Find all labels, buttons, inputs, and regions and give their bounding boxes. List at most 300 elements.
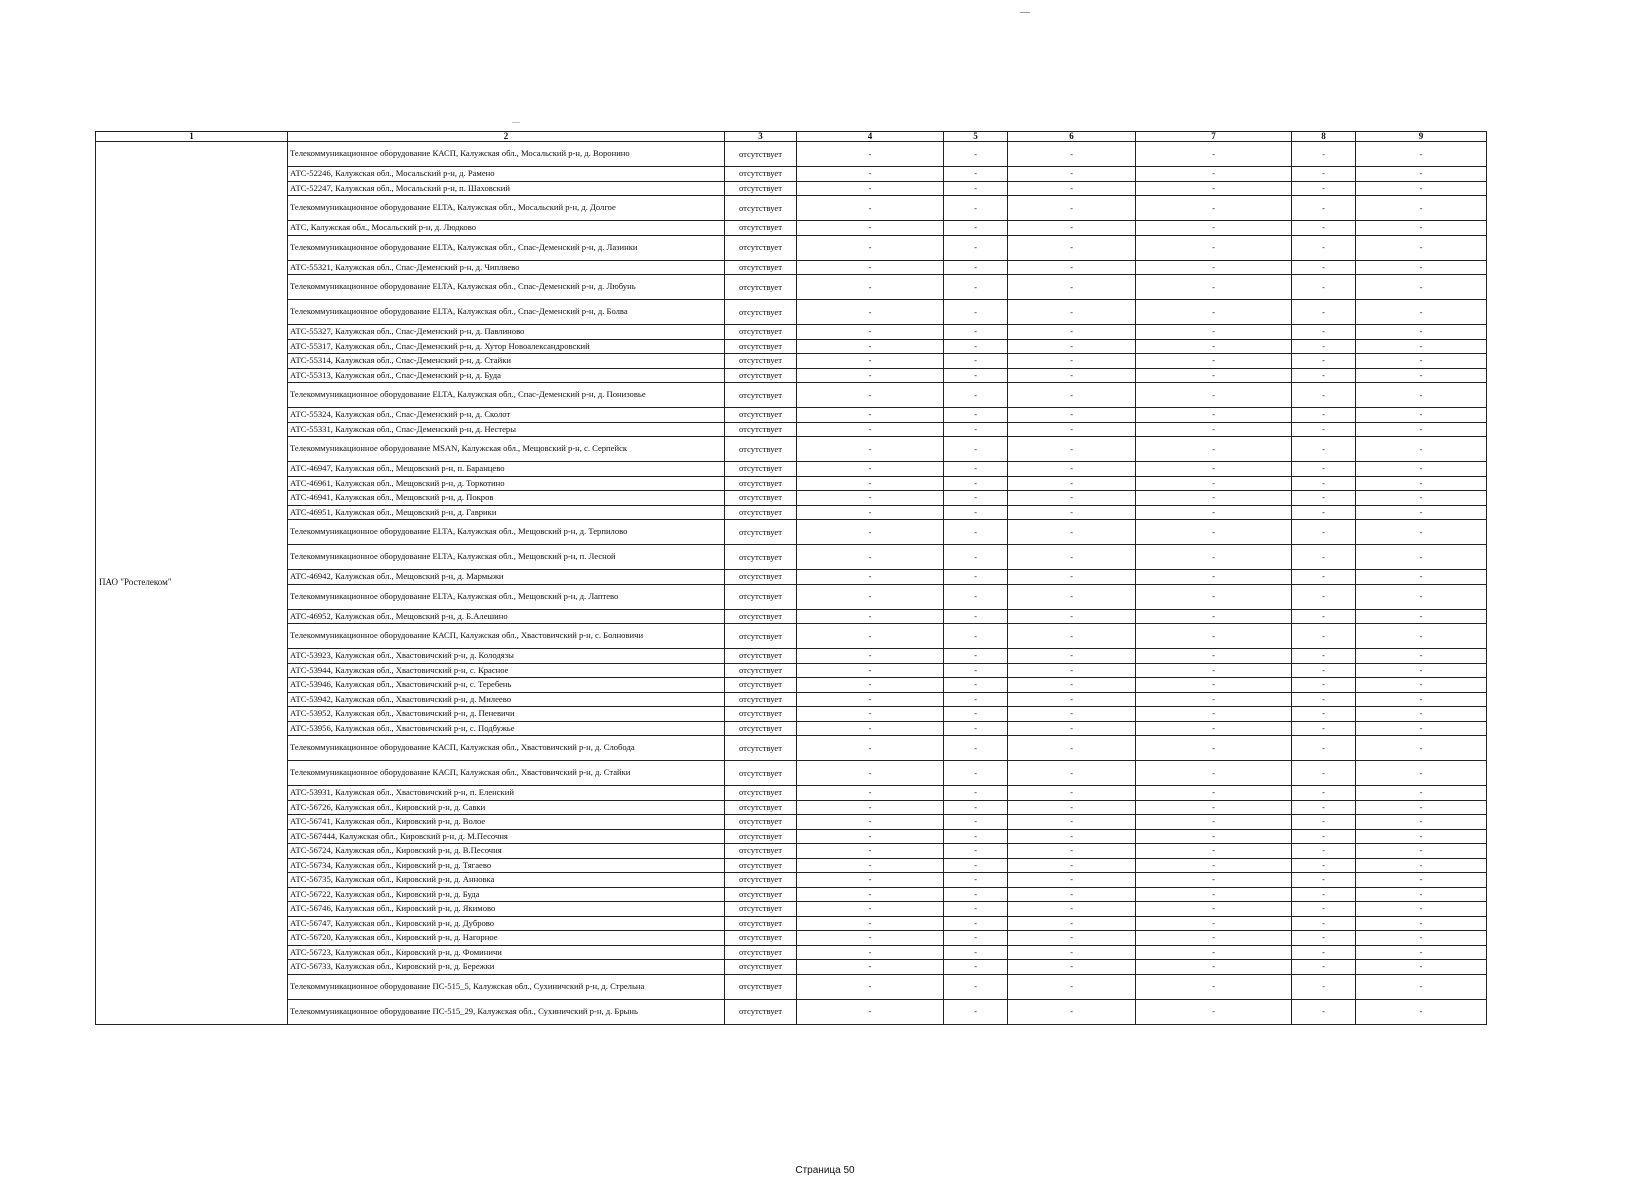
empty-value-cell: - bbox=[944, 167, 1008, 182]
table-row bbox=[96, 422, 1487, 437]
empty-value-cell: - bbox=[1356, 931, 1487, 946]
empty-value-cell: - bbox=[1008, 221, 1136, 236]
table-row bbox=[96, 570, 1487, 585]
table-row bbox=[96, 408, 1487, 423]
empty-value-cell: - bbox=[1136, 736, 1292, 761]
empty-value-cell: - bbox=[1136, 368, 1292, 383]
empty-value-cell: - bbox=[1136, 873, 1292, 888]
table-row bbox=[96, 196, 1487, 221]
empty-value-cell: - bbox=[1356, 584, 1487, 609]
status-cell: отсутствует bbox=[725, 339, 797, 354]
empty-value-cell: - bbox=[797, 858, 944, 873]
empty-value-cell: - bbox=[797, 584, 944, 609]
equipment-description: Телекоммуникационное оборудование ELTA, Калужская обл., Спас-Деменский р-н, д. Понизовье bbox=[288, 383, 725, 408]
table-row bbox=[96, 545, 1487, 570]
empty-value-cell: - bbox=[1008, 339, 1136, 354]
empty-value-cell: - bbox=[1136, 354, 1292, 369]
empty-value-cell: - bbox=[1356, 491, 1487, 506]
table-row bbox=[96, 354, 1487, 369]
empty-value-cell: - bbox=[1356, 873, 1487, 888]
empty-value-cell: - bbox=[1008, 275, 1136, 300]
empty-value-cell: - bbox=[1008, 476, 1136, 491]
empty-value-cell: - bbox=[1356, 974, 1487, 999]
empty-value-cell: - bbox=[1356, 663, 1487, 678]
empty-value-cell: - bbox=[1292, 437, 1356, 462]
empty-value-cell: - bbox=[1356, 260, 1487, 275]
empty-value-cell: - bbox=[1356, 649, 1487, 664]
empty-value-cell: - bbox=[944, 999, 1008, 1024]
empty-value-cell: - bbox=[944, 408, 1008, 423]
empty-value-cell: - bbox=[1136, 678, 1292, 693]
empty-value-cell: - bbox=[1292, 275, 1356, 300]
empty-value-cell: - bbox=[797, 354, 944, 369]
empty-value-cell: - bbox=[1136, 476, 1292, 491]
empty-value-cell: - bbox=[944, 275, 1008, 300]
empty-value-cell: - bbox=[1292, 931, 1356, 946]
empty-value-cell: - bbox=[1356, 221, 1487, 236]
empty-value-cell: - bbox=[797, 520, 944, 545]
empty-value-cell: - bbox=[1008, 736, 1136, 761]
empty-value-cell: - bbox=[944, 721, 1008, 736]
table-row bbox=[96, 181, 1487, 196]
status-cell: отсутствует bbox=[725, 476, 797, 491]
equipment-description: АТС-56735, Калужская обл., Кировский р-н, д. Анновка bbox=[288, 873, 725, 888]
empty-value-cell: - bbox=[1356, 520, 1487, 545]
empty-value-cell: - bbox=[797, 609, 944, 624]
empty-value-cell: - bbox=[1008, 649, 1136, 664]
empty-value-cell: - bbox=[944, 422, 1008, 437]
empty-value-cell: - bbox=[1008, 916, 1136, 931]
empty-value-cell: - bbox=[1292, 902, 1356, 917]
empty-value-cell: - bbox=[1008, 887, 1136, 902]
empty-value-cell: - bbox=[797, 181, 944, 196]
column-header: 3 bbox=[725, 132, 797, 142]
empty-value-cell: - bbox=[797, 142, 944, 167]
empty-value-cell: - bbox=[1292, 354, 1356, 369]
table-row bbox=[96, 167, 1487, 182]
table-row bbox=[96, 974, 1487, 999]
empty-value-cell: - bbox=[1356, 800, 1487, 815]
equipment-description: АТС-56741, Калужская обл., Кировский р-н, д. Волое bbox=[288, 815, 725, 830]
empty-value-cell: - bbox=[1008, 663, 1136, 678]
status-cell: отсутствует bbox=[725, 815, 797, 830]
equipment-description: АТС-56726, Калужская обл., Кировский р-н, д. Савки bbox=[288, 800, 725, 815]
empty-value-cell: - bbox=[797, 339, 944, 354]
empty-value-cell: - bbox=[944, 142, 1008, 167]
empty-value-cell: - bbox=[1292, 609, 1356, 624]
empty-value-cell: - bbox=[1136, 339, 1292, 354]
equipment-description: АТС-55331, Калужская обл., Спас-Деменский р-н, д. Нестеры bbox=[288, 422, 725, 437]
empty-value-cell: - bbox=[1008, 584, 1136, 609]
table-row bbox=[96, 142, 1487, 167]
empty-value-cell: - bbox=[1356, 692, 1487, 707]
empty-value-cell: - bbox=[797, 931, 944, 946]
empty-value-cell: - bbox=[1136, 931, 1292, 946]
status-cell: отсутствует bbox=[725, 829, 797, 844]
status-cell: отсутствует bbox=[725, 167, 797, 182]
empty-value-cell: - bbox=[1136, 545, 1292, 570]
status-cell: отсутствует bbox=[725, 609, 797, 624]
empty-value-cell: - bbox=[1356, 844, 1487, 859]
empty-value-cell: - bbox=[797, 325, 944, 340]
empty-value-cell: - bbox=[797, 945, 944, 960]
table-row bbox=[96, 649, 1487, 664]
empty-value-cell: - bbox=[797, 275, 944, 300]
status-cell: отсутствует bbox=[725, 300, 797, 325]
empty-value-cell: - bbox=[1136, 221, 1292, 236]
empty-value-cell: - bbox=[1356, 181, 1487, 196]
empty-value-cell: - bbox=[944, 931, 1008, 946]
empty-value-cell: - bbox=[1292, 505, 1356, 520]
empty-value-cell: - bbox=[944, 196, 1008, 221]
empty-value-cell: - bbox=[797, 221, 944, 236]
table-row bbox=[96, 945, 1487, 960]
empty-value-cell: - bbox=[797, 505, 944, 520]
empty-value-cell: - bbox=[944, 887, 1008, 902]
table-row bbox=[96, 736, 1487, 761]
empty-value-cell: - bbox=[1008, 844, 1136, 859]
empty-value-cell: - bbox=[797, 663, 944, 678]
empty-value-cell: - bbox=[1136, 815, 1292, 830]
empty-value-cell: - bbox=[797, 916, 944, 931]
empty-value-cell: - bbox=[1292, 181, 1356, 196]
status-cell: отсутствует bbox=[725, 902, 797, 917]
equipment-description: АТС-56733, Калужская обл., Кировский р-н, д. Бережки bbox=[288, 960, 725, 975]
equipment-description: АТС-46951, Калужская обл., Мещовский р-н, д. Гаврики bbox=[288, 505, 725, 520]
equipment-description: АТС-53931, Калужская обл., Хвастовичский р-н, п. Еленский bbox=[288, 786, 725, 801]
empty-value-cell: - bbox=[797, 707, 944, 722]
table-row bbox=[96, 829, 1487, 844]
table-row bbox=[96, 260, 1487, 275]
empty-value-cell: - bbox=[944, 476, 1008, 491]
empty-value-cell: - bbox=[1292, 800, 1356, 815]
table-row bbox=[96, 761, 1487, 786]
empty-value-cell: - bbox=[1356, 235, 1487, 260]
status-cell: отсутствует bbox=[725, 422, 797, 437]
empty-value-cell: - bbox=[1356, 383, 1487, 408]
status-cell: отсутствует bbox=[725, 945, 797, 960]
equipment-description: Телекоммуникационное оборудование ELTA, Калужская обл., Мещовский р-н, п. Лесной bbox=[288, 545, 725, 570]
empty-value-cell: - bbox=[944, 491, 1008, 506]
status-cell: отсутствует bbox=[725, 142, 797, 167]
empty-value-cell: - bbox=[944, 707, 1008, 722]
empty-value-cell: - bbox=[1356, 354, 1487, 369]
empty-value-cell: - bbox=[797, 408, 944, 423]
empty-value-cell: - bbox=[944, 678, 1008, 693]
table-row bbox=[96, 505, 1487, 520]
empty-value-cell: - bbox=[1136, 383, 1292, 408]
empty-value-cell: - bbox=[1136, 829, 1292, 844]
empty-value-cell: - bbox=[1008, 761, 1136, 786]
empty-value-cell: - bbox=[944, 609, 1008, 624]
empty-value-cell: - bbox=[1136, 196, 1292, 221]
equipment-description: АТС-53946, Калужская обл., Хвастовичский р-н, с. Теребень bbox=[288, 678, 725, 693]
table-row bbox=[96, 221, 1487, 236]
scan-artifact bbox=[1020, 12, 1030, 13]
table-row bbox=[96, 437, 1487, 462]
empty-value-cell: - bbox=[797, 649, 944, 664]
empty-value-cell: - bbox=[1356, 829, 1487, 844]
empty-value-cell: - bbox=[1008, 678, 1136, 693]
table-row bbox=[96, 916, 1487, 931]
empty-value-cell: - bbox=[797, 829, 944, 844]
status-cell: отсутствует bbox=[725, 887, 797, 902]
empty-value-cell: - bbox=[944, 260, 1008, 275]
empty-value-cell: - bbox=[1292, 786, 1356, 801]
empty-value-cell: - bbox=[1292, 887, 1356, 902]
empty-value-cell: - bbox=[1356, 786, 1487, 801]
column-header: 8 bbox=[1292, 132, 1356, 142]
empty-value-cell: - bbox=[1356, 815, 1487, 830]
equipment-description: АТС-55324, Калужская обл., Спас-Деменский р-н, д. Сколот bbox=[288, 408, 725, 423]
empty-value-cell: - bbox=[1008, 707, 1136, 722]
empty-value-cell: - bbox=[1292, 300, 1356, 325]
empty-value-cell: - bbox=[1292, 829, 1356, 844]
status-cell: отсутствует bbox=[725, 721, 797, 736]
table-row bbox=[96, 491, 1487, 506]
empty-value-cell: - bbox=[944, 692, 1008, 707]
empty-value-cell: - bbox=[1136, 624, 1292, 649]
empty-value-cell: - bbox=[1356, 858, 1487, 873]
empty-value-cell: - bbox=[1008, 815, 1136, 830]
equipment-description: АТС-53952, Калужская обл., Хвастовичский р-н, д. Пеневичи bbox=[288, 707, 725, 722]
status-cell: отсутствует bbox=[725, 491, 797, 506]
scan-artifact bbox=[512, 122, 520, 123]
empty-value-cell: - bbox=[1292, 844, 1356, 859]
status-cell: отсутствует bbox=[725, 221, 797, 236]
empty-value-cell: - bbox=[1356, 408, 1487, 423]
equipment-description: АТС-56734, Калужская обл., Кировский р-н, д. Тягаево bbox=[288, 858, 725, 873]
equipment-description: АТС-56746, Калужская обл., Кировский р-н, д. Якимово bbox=[288, 902, 725, 917]
empty-value-cell: - bbox=[944, 325, 1008, 340]
empty-value-cell: - bbox=[797, 545, 944, 570]
empty-value-cell: - bbox=[1292, 960, 1356, 975]
empty-value-cell: - bbox=[1292, 761, 1356, 786]
equipment-description: АТС-53923, Калужская обл., Хвастовичский р-н, д. Колодязы bbox=[288, 649, 725, 664]
empty-value-cell: - bbox=[1292, 368, 1356, 383]
empty-value-cell: - bbox=[1136, 761, 1292, 786]
empty-value-cell: - bbox=[1292, 858, 1356, 873]
table-row bbox=[96, 383, 1487, 408]
empty-value-cell: - bbox=[1356, 300, 1487, 325]
empty-value-cell: - bbox=[944, 235, 1008, 260]
empty-value-cell: - bbox=[1292, 974, 1356, 999]
table-row bbox=[96, 858, 1487, 873]
status-cell: отсутствует bbox=[725, 761, 797, 786]
empty-value-cell: - bbox=[1356, 960, 1487, 975]
empty-value-cell: - bbox=[1356, 325, 1487, 340]
status-cell: отсутствует bbox=[725, 505, 797, 520]
status-cell: отсутствует bbox=[725, 383, 797, 408]
empty-value-cell: - bbox=[944, 844, 1008, 859]
empty-value-cell: - bbox=[1292, 196, 1356, 221]
empty-value-cell: - bbox=[1356, 887, 1487, 902]
empty-value-cell: - bbox=[1356, 902, 1487, 917]
table-row bbox=[96, 368, 1487, 383]
empty-value-cell: - bbox=[1136, 902, 1292, 917]
empty-value-cell: - bbox=[1008, 974, 1136, 999]
status-cell: отсутствует bbox=[725, 354, 797, 369]
empty-value-cell: - bbox=[1008, 721, 1136, 736]
empty-value-cell: - bbox=[944, 354, 1008, 369]
table-row bbox=[96, 300, 1487, 325]
equipment-description: АТС-567444, Калужская обл., Кировский р-н, д. М.Песочня bbox=[288, 829, 725, 844]
empty-value-cell: - bbox=[797, 960, 944, 975]
table-row bbox=[96, 692, 1487, 707]
empty-value-cell: - bbox=[944, 873, 1008, 888]
empty-value-cell: - bbox=[1008, 692, 1136, 707]
empty-value-cell: - bbox=[944, 960, 1008, 975]
empty-value-cell: - bbox=[1008, 858, 1136, 873]
equipment-description: АТС-55327, Калужская обл., Спас-Деменский р-н, д. Павлиново bbox=[288, 325, 725, 340]
empty-value-cell: - bbox=[1356, 916, 1487, 931]
equipment-description: Телекоммуникационное оборудование КАСП, Калужская обл., Мосальский р-н, д. Воронино bbox=[288, 142, 725, 167]
empty-value-cell: - bbox=[1292, 999, 1356, 1024]
equipment-description: АТС-55317, Калужская обл., Спас-Деменский р-н, д. Хутор Новоалександровский bbox=[288, 339, 725, 354]
equipment-description: Телекоммуникационное оборудование ELTA, Калужская обл., Мосальский р-н, д. Долгое bbox=[288, 196, 725, 221]
empty-value-cell: - bbox=[1356, 368, 1487, 383]
table-row bbox=[96, 786, 1487, 801]
table-row bbox=[96, 609, 1487, 624]
status-cell: отсутствует bbox=[725, 545, 797, 570]
equipment-description: АТС-52247, Калужская обл., Мосальский р-н, п. Шаховский bbox=[288, 181, 725, 196]
empty-value-cell: - bbox=[1292, 520, 1356, 545]
status-cell: отсутствует bbox=[725, 707, 797, 722]
table-row bbox=[96, 815, 1487, 830]
empty-value-cell: - bbox=[797, 974, 944, 999]
status-cell: отсутствует bbox=[725, 520, 797, 545]
empty-value-cell: - bbox=[797, 678, 944, 693]
empty-value-cell: - bbox=[1292, 339, 1356, 354]
table-row bbox=[96, 663, 1487, 678]
empty-value-cell: - bbox=[1008, 829, 1136, 844]
empty-value-cell: - bbox=[1356, 167, 1487, 182]
empty-value-cell: - bbox=[1292, 873, 1356, 888]
status-cell: отсутствует bbox=[725, 931, 797, 946]
equipment-description: АТС-46941, Калужская обл., Мещовский р-н, д. Покров bbox=[288, 491, 725, 506]
empty-value-cell: - bbox=[944, 800, 1008, 815]
empty-value-cell: - bbox=[1008, 235, 1136, 260]
empty-value-cell: - bbox=[1008, 368, 1136, 383]
empty-value-cell: - bbox=[1292, 707, 1356, 722]
table-row bbox=[96, 476, 1487, 491]
table-row bbox=[96, 462, 1487, 477]
empty-value-cell: - bbox=[944, 736, 1008, 761]
empty-value-cell: - bbox=[1356, 196, 1487, 221]
empty-value-cell: - bbox=[1136, 235, 1292, 260]
empty-value-cell: - bbox=[1136, 974, 1292, 999]
empty-value-cell: - bbox=[797, 368, 944, 383]
empty-value-cell: - bbox=[797, 235, 944, 260]
empty-value-cell: - bbox=[1356, 339, 1487, 354]
column-header: 5 bbox=[944, 132, 1008, 142]
empty-value-cell: - bbox=[1356, 505, 1487, 520]
empty-value-cell: - bbox=[1136, 916, 1292, 931]
empty-value-cell: - bbox=[1356, 999, 1487, 1024]
status-cell: отсутствует bbox=[725, 260, 797, 275]
empty-value-cell: - bbox=[1008, 462, 1136, 477]
equipment-description: АТС-56720, Калужская обл., Кировский р-н, д. Нагорное bbox=[288, 931, 725, 946]
empty-value-cell: - bbox=[1292, 721, 1356, 736]
empty-value-cell: - bbox=[1136, 462, 1292, 477]
empty-value-cell: - bbox=[797, 462, 944, 477]
empty-value-cell: - bbox=[1292, 476, 1356, 491]
empty-value-cell: - bbox=[1136, 786, 1292, 801]
empty-value-cell: - bbox=[944, 945, 1008, 960]
table-row bbox=[96, 707, 1487, 722]
equipment-description: АТС-53956, Калужская обл., Хвастовичский р-н, с. Подбужье bbox=[288, 721, 725, 736]
empty-value-cell: - bbox=[944, 570, 1008, 585]
empty-value-cell: - bbox=[1356, 609, 1487, 624]
empty-value-cell: - bbox=[1356, 570, 1487, 585]
empty-value-cell: - bbox=[1136, 945, 1292, 960]
empty-value-cell: - bbox=[1356, 476, 1487, 491]
status-cell: отсутствует bbox=[725, 916, 797, 931]
status-cell: отсутствует bbox=[725, 960, 797, 975]
empty-value-cell: - bbox=[1136, 707, 1292, 722]
empty-value-cell: - bbox=[944, 916, 1008, 931]
equipment-description: АТС-55313, Калужская обл., Спас-Деменский р-н, д. Буда bbox=[288, 368, 725, 383]
equipment-description: Телекоммуникационное оборудование ELTA, Калужская обл., Спас-Деменский р-н, д. Болва bbox=[288, 300, 725, 325]
table-row bbox=[96, 931, 1487, 946]
empty-value-cell: - bbox=[1356, 462, 1487, 477]
table-row bbox=[96, 887, 1487, 902]
table-row bbox=[96, 999, 1487, 1024]
empty-value-cell: - bbox=[1008, 873, 1136, 888]
empty-value-cell: - bbox=[1292, 663, 1356, 678]
empty-value-cell: - bbox=[944, 815, 1008, 830]
column-header: 6 bbox=[1008, 132, 1136, 142]
status-cell: отсутствует bbox=[725, 570, 797, 585]
column-header: 7 bbox=[1136, 132, 1292, 142]
empty-value-cell: - bbox=[1136, 584, 1292, 609]
empty-value-cell: - bbox=[797, 491, 944, 506]
empty-value-cell: - bbox=[944, 437, 1008, 462]
empty-value-cell: - bbox=[1008, 960, 1136, 975]
equipment-description: Телекоммуникационное оборудование КАСП, Калужская обл., Хвастовичский р-н, с. Болновичи bbox=[288, 624, 725, 649]
equipment-description: АТС-56724, Калужская обл., Кировский р-н, д. В.Песочня bbox=[288, 844, 725, 859]
table-row bbox=[96, 844, 1487, 859]
empty-value-cell: - bbox=[1136, 649, 1292, 664]
empty-value-cell: - bbox=[1292, 325, 1356, 340]
empty-value-cell: - bbox=[944, 649, 1008, 664]
status-cell: отсутствует bbox=[725, 692, 797, 707]
empty-value-cell: - bbox=[1136, 960, 1292, 975]
equipment-description: АТС-46952, Калужская обл., Мещовский р-н, д. Б.Алешино bbox=[288, 609, 725, 624]
status-cell: отсутствует bbox=[725, 624, 797, 649]
empty-value-cell: - bbox=[1356, 678, 1487, 693]
equipment-description: АТС-46947, Калужская обл., Мещовский р-н, п. Баранцево bbox=[288, 462, 725, 477]
table-row bbox=[96, 325, 1487, 340]
empty-value-cell: - bbox=[797, 570, 944, 585]
empty-value-cell: - bbox=[1008, 505, 1136, 520]
empty-value-cell: - bbox=[1136, 167, 1292, 182]
status-cell: отсутствует bbox=[725, 462, 797, 477]
empty-value-cell: - bbox=[944, 221, 1008, 236]
empty-value-cell: - bbox=[944, 300, 1008, 325]
equipment-description: Телекоммуникационное оборудование MSAN, Калужская обл., Мещовский р-н, с. Серпейск bbox=[288, 437, 725, 462]
empty-value-cell: - bbox=[1292, 736, 1356, 761]
equipment-description: Телекоммуникационное оборудование ELTA, Калужская обл., Спас-Деменский р-н, д. Лазинки bbox=[288, 235, 725, 260]
empty-value-cell: - bbox=[1292, 142, 1356, 167]
status-cell: отсутствует bbox=[725, 800, 797, 815]
status-cell: отсутствует bbox=[725, 649, 797, 664]
empty-value-cell: - bbox=[1292, 692, 1356, 707]
equipment-description: АТС-46942, Калужская обл., Мещовский р-н, д. Мармыжи bbox=[288, 570, 725, 585]
empty-value-cell: - bbox=[944, 368, 1008, 383]
empty-value-cell: - bbox=[1356, 736, 1487, 761]
equipment-description: Телекоммуникационное оборудование ELTA, Калужская обл., Спас-Деменский р-н, д. Любунь bbox=[288, 275, 725, 300]
